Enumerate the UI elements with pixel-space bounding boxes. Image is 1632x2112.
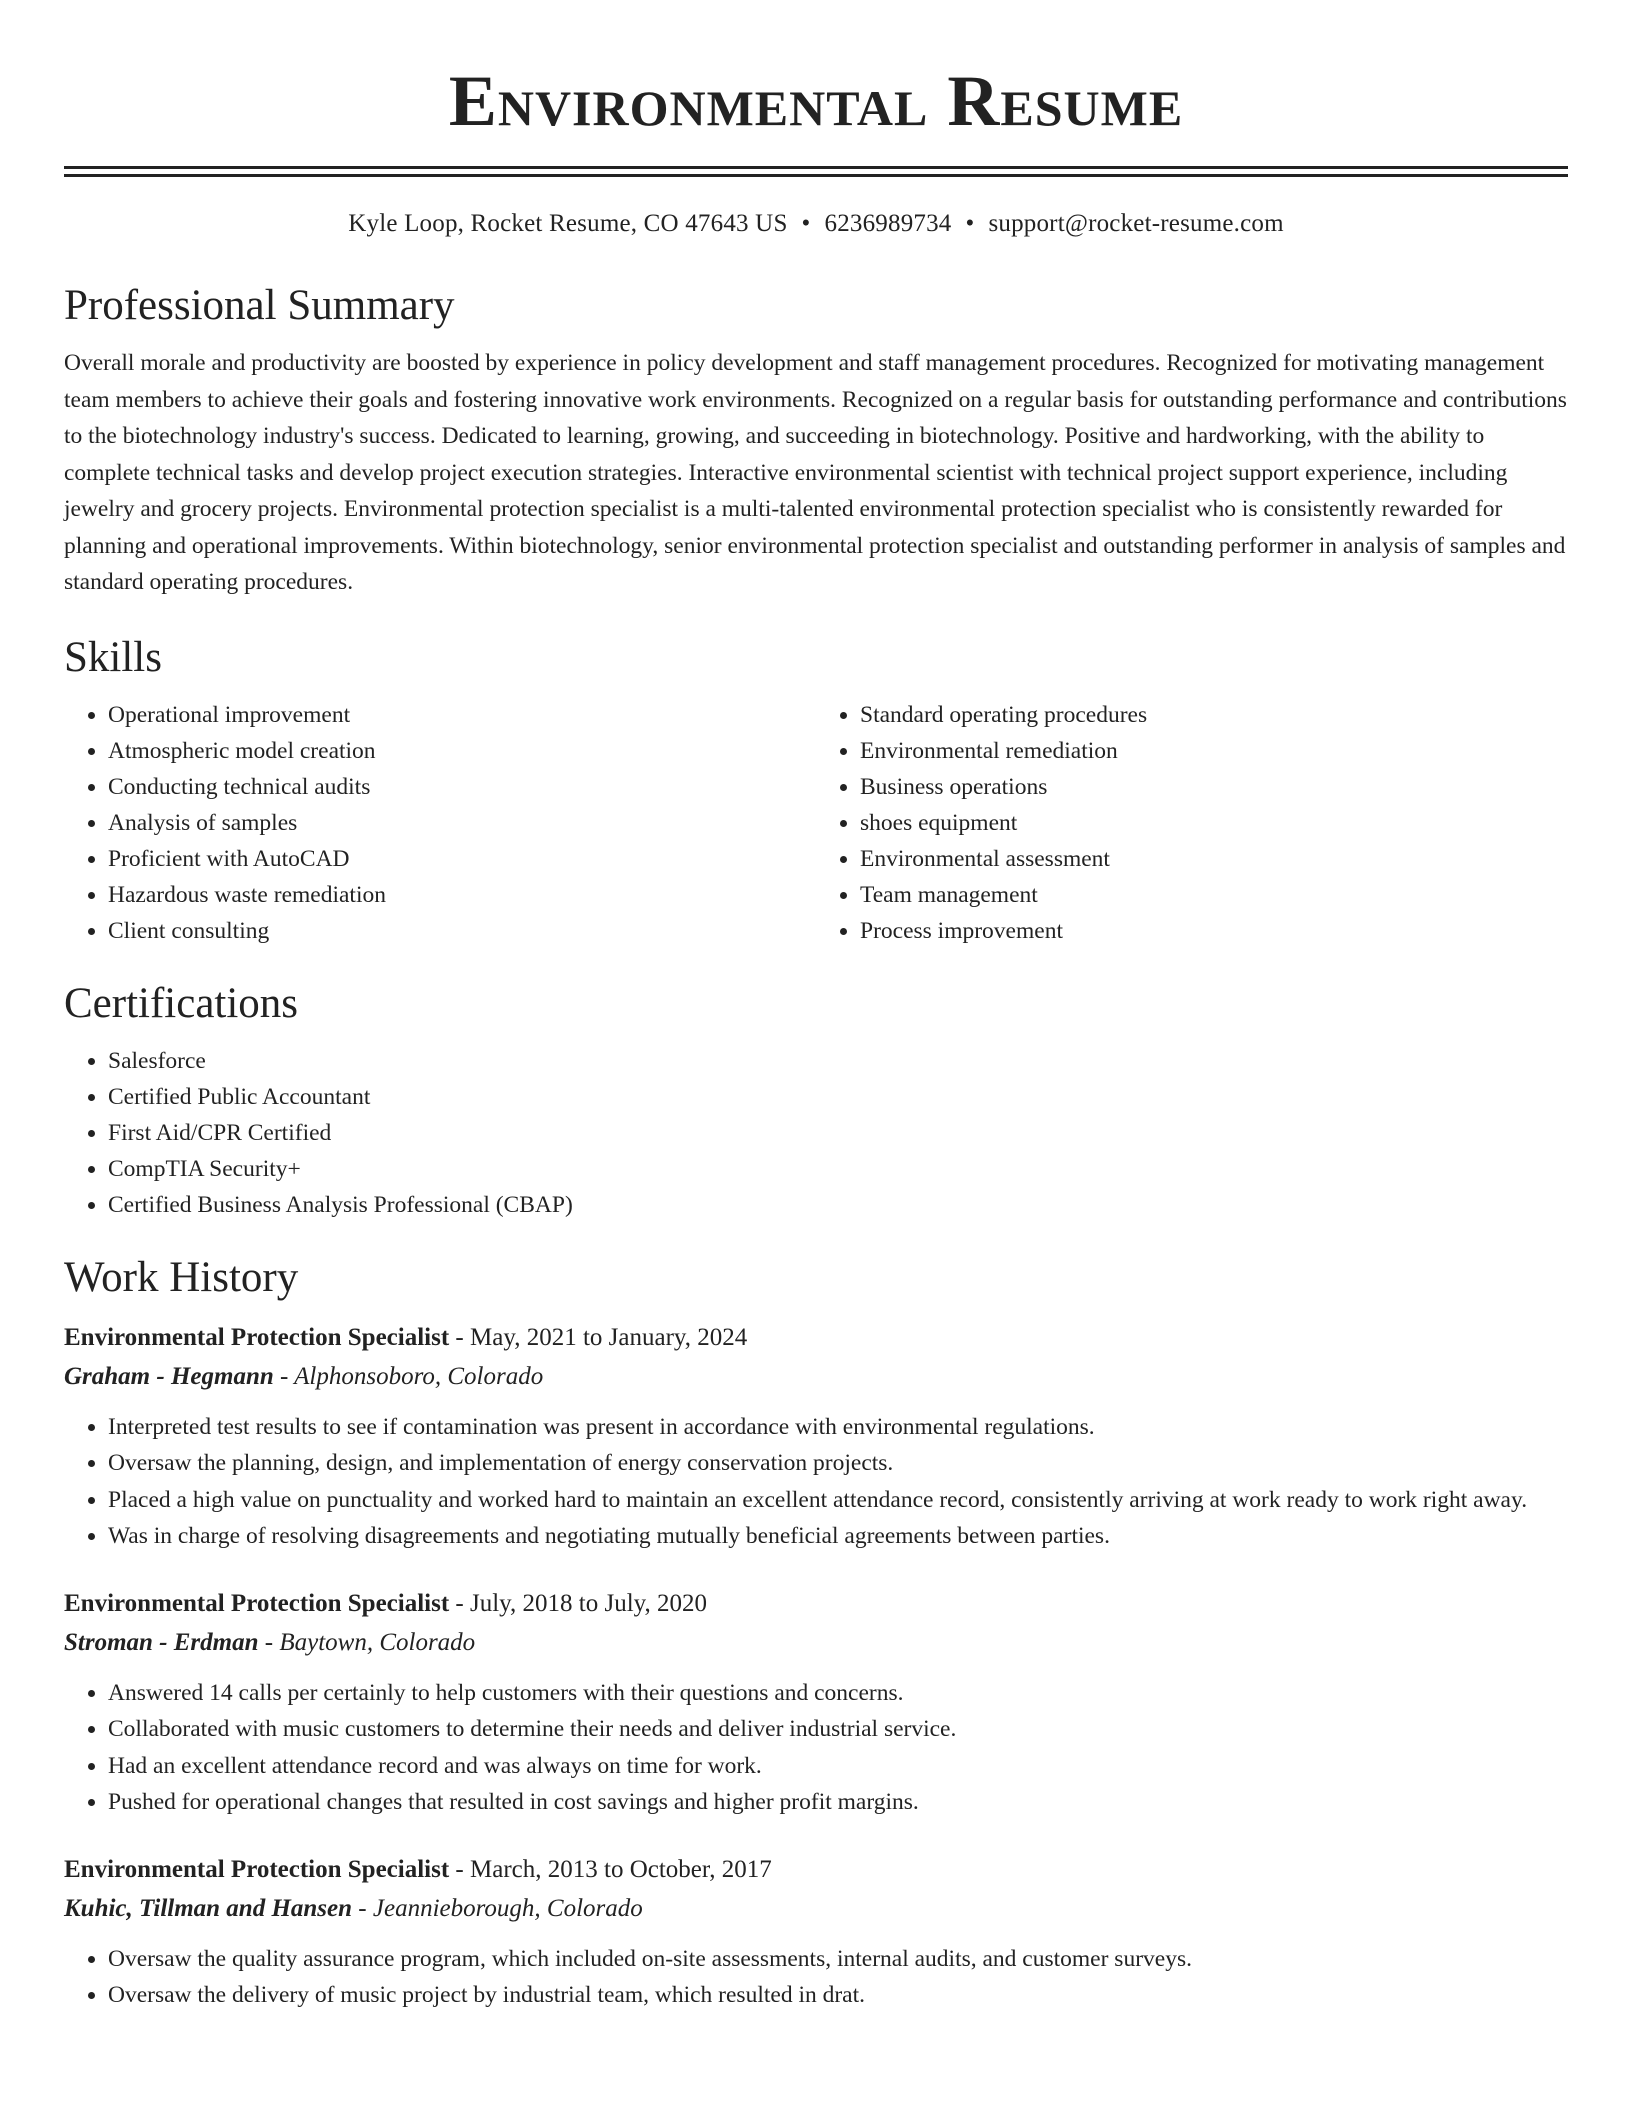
title-double-rule [64,166,1568,177]
job-company: Stroman - Erdman [64,1628,259,1656]
job-bullet: • Had an excellent attendance record and was always on time for work. [108,1748,1568,1785]
job-entry [64,1319,1568,1555]
certification-item: • Salesforce [108,1043,1568,1079]
job-company: Kuhic, Tillman and Hansen [64,1894,353,1922]
skill-item: • Business operations [860,769,1568,805]
skill-item: • Team management [860,877,1568,913]
skill-item: • Process improvement [860,913,1568,949]
contact-separator: • [965,210,975,237]
certifications-list [64,1043,1568,1223]
skill-item: • Proficient with AutoCAD [108,841,816,877]
job-bullet: • Oversaw the delivery of music project by industrial team, which resulted in drat. [108,1977,1568,2014]
job-title-line [64,1585,1568,1623]
job-bullet: • Placed a high value on punctuality and worked hard to maintain an excellent attendance record, consistently arriving at work ready to work right away. [108,1482,1568,1519]
certification-item: • Certified Business Analysis Professional (CBAP) [108,1187,1568,1223]
job-bullets [64,1409,1568,1555]
job-company-line [64,1357,1568,1397]
job-title-line [64,1319,1568,1357]
skill-item: • Atmospheric model creation [108,733,816,769]
job-dates: - July, 2018 to July, 2020 [449,1589,708,1617]
skill-item: • Conducting technical audits [108,769,816,805]
contact-separator: • [801,210,811,237]
job-role: Environmental Protection Specialist [64,1589,450,1617]
contact-email: support@rocket-resume.com [988,210,1284,237]
job-entry [64,1585,1568,1821]
skills-grid [64,697,1568,949]
job-bullet: • Was in charge of resolving disagreements and negotiating mutually beneficial agreements between parties. [108,1518,1568,1555]
job-location: - Alphonsoboro, Colorado [273,1362,544,1390]
certifications-heading: Certifications [64,979,299,1027]
skill-item: • Standard operating procedures [860,697,1568,733]
certification-item: • First Aid/CPR Certified [108,1115,1568,1151]
job-location: - Jeannieborough, Colorado [352,1894,643,1922]
job-company: Graham - Hegmann [64,1362,274,1390]
job-company-line [64,1623,1568,1663]
job-dates: - May, 2021 to January, 2024 [449,1323,748,1351]
job-bullets [64,1941,1568,2014]
job-bullet: • Answered 14 calls per certainly to help customers with their questions and concerns. [108,1675,1568,1712]
contact-line [64,207,1568,241]
skills-list-right [816,697,1568,949]
contact-address: Kyle Loop, Rocket Resume, CO 47643 US [348,210,788,237]
skill-item: • Analysis of samples [108,805,816,841]
skill-item: • shoes equipment [860,805,1568,841]
skills-list-left [64,697,816,949]
skills-column-right [816,697,1568,949]
job-bullet: • Oversaw the planning, design, and implementation of energy conservation projects. [108,1445,1568,1482]
summary-text: Overall morale and productivity are boosted by experience in policy development and staff management procedures. Recognized for motivating management team members to achieve their goals and fostering innovative work environments. Recognized on a regular basis for outstanding performance and contributions to the biotechnology industry's success. Dedicated to learning, growing, and succeeding in biotechnology. Positive and hardworking, with the ability to complete technical tasks and develop project execution strategies. Interactive environmental scientist with technical project support experience, including jewelry and grocery projects. Environmental protection specialist is a multi-talented environmental protection specialist who is consistently rewarded for planning and operational improvements. Within biotechnology, senior environmental protection specialist and outstanding performer in analysis of samples and standard operating procedures. [64,350,1567,595]
resume-title: Environmental Resume [448,61,1184,141]
job-entry [64,1851,1568,2014]
skill-item: • Operational improvement [108,697,816,733]
summary-heading: Professional Summary [64,282,455,329]
skills-heading: Skills [64,633,162,681]
job-company-line [64,1889,1568,1929]
job-bullet: • Interpreted test results to see if contamination was present in accordance with environmental regulations. [108,1409,1568,1446]
job-bullets [64,1675,1568,1821]
skill-item: • Environmental assessment [860,841,1568,877]
skill-item: • Environmental remediation [860,733,1568,769]
skill-item: • Client consulting [108,913,816,949]
work-history-heading: Work History [64,1253,299,1301]
job-location: - Baytown, Colorado [258,1628,476,1656]
job-role: Environmental Protection Specialist [64,1323,450,1351]
certification-item: • CompTIA Security+ [108,1151,1568,1187]
job-dates: - March, 2013 to October, 2017 [449,1855,772,1883]
certification-item: • Certified Public Accountant [108,1079,1568,1115]
job-role: Environmental Protection Specialist [64,1855,450,1883]
job-bullet: • Pushed for operational changes that resulted in cost savings and higher profit margins. [108,1784,1568,1821]
job-title-line [64,1851,1568,1889]
contact-phone: 6236989734 [824,210,952,237]
job-bullet: • Collaborated with music customers to determine their needs and deliver industrial service. [108,1711,1568,1748]
skills-column-left [64,697,816,949]
job-bullet: • Oversaw the quality assurance program, which included on-site assessments, internal audits, and customer surveys. [108,1941,1568,1978]
skill-item: • Hazardous waste remediation [108,877,816,913]
